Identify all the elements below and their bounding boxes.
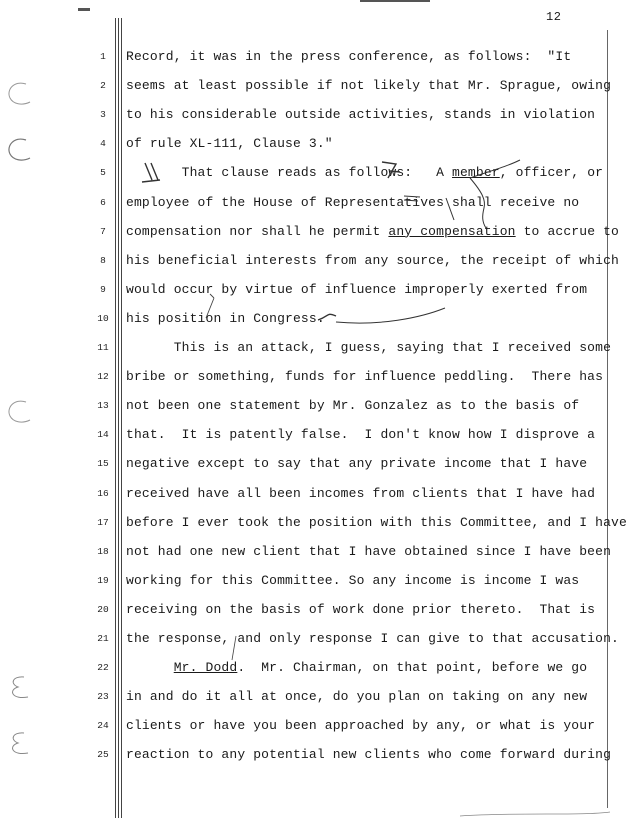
line-number: 5 [100,167,106,179]
text-segment: working for this Committee. So any income is income I was [126,572,580,588]
line-number: 11 [97,342,109,353]
line-text [126,689,587,704]
text-segment: That clause reads as follows: A [126,165,453,181]
text-segment: received have all been incomes from clients that I have had [126,485,596,501]
line-text [126,515,627,530]
transcript-line [0,425,638,451]
transcript-line [0,193,638,219]
text-segment: not been one statement by Mr. Gonzalez as to the basis of [126,398,580,414]
transcript-line [0,309,638,335]
text-segment: that. It is patently false. I don't know how I disprove a [126,427,596,443]
text-segment: in and do it all at once, do you plan on taking on any new [126,689,588,705]
line-text [126,282,587,297]
line-text [126,718,595,733]
line-text [126,136,333,151]
line-number: 19 [97,574,109,586]
text-segment: would occur by virtue of influence improperly exerted from [126,281,588,297]
text-segment: before I ever took the position with this Committee, and I have [126,514,627,530]
line-text [126,165,603,180]
underlined-text: member [452,165,500,181]
transcript-line [0,571,638,597]
text-segment: to accrue to [515,223,620,239]
line-text [126,602,595,617]
transcript-line [0,629,638,655]
line-text [126,107,595,122]
text-segment: Record, it was in the press conference, as follows: "It [126,49,572,64]
text-segment: of rule XL-111, Clause 3." [126,136,333,152]
line-number: 14 [97,429,109,441]
transcript-line [0,105,638,131]
line-text [126,340,611,355]
line-number: 23 [97,691,109,703]
page-number: 12 [546,10,562,24]
line-number: 7 [100,225,106,237]
transcript-line [0,163,638,189]
line-number: 6 [100,196,106,208]
line-text [126,544,611,559]
line-text [126,456,587,471]
text-segment: , officer, or [499,165,604,181]
line-number: 12 [97,371,109,383]
text-segment: compensation nor shall he permit [126,223,389,239]
line-number: 1 [100,51,106,62]
transcript-line [0,222,638,248]
text-segment: negative except to say that any private income that I have [126,456,588,472]
line-text [126,78,611,93]
line-number: 16 [97,487,109,499]
text-segment [126,660,174,675]
text-segment: receiving on the basis of work done prior thereto. That is [126,601,596,617]
text-segment: the response, and only response I can give to that accusation. [126,631,619,646]
line-number: 15 [97,458,109,470]
line-text [126,747,611,762]
transcript-line [0,716,638,742]
line-text [126,253,619,268]
text-segment: . Mr. Chairman, on that point, before we go [237,660,588,676]
text-segment: not had one new client that I have obtained since I have been [126,543,612,559]
line-text [126,398,579,413]
transcript-line [0,484,638,510]
line-number: 25 [97,749,109,761]
text-segment: his beneficial interests from any source, the receipt of which [126,252,619,268]
text-segment: bribe or something, funds for influence peddling. There has [126,369,604,385]
transcript-line [0,251,638,277]
transcript-line [0,542,638,568]
line-number: 9 [100,283,106,295]
line-number: 24 [97,720,109,732]
line-text [126,311,325,326]
transcript-line [0,280,638,306]
text-segment: his position in Congress. [126,310,325,326]
text-segment: reaction to any potential new clients who come forward during [126,747,612,763]
transcript-line [0,338,638,364]
text-segment: employee of the House of Representatives shall receive no [126,194,580,210]
transcript-line [0,454,638,480]
line-number: 17 [97,516,109,528]
line-number: 20 [97,603,109,615]
line-text [126,660,587,675]
line-number: 3 [100,109,106,121]
transcript-line [0,687,638,713]
text-segment: to his considerable outside activities, stands in violation [126,107,596,123]
underlined-text: Mr. Dodd [173,660,238,676]
line-number: 18 [97,545,109,557]
transcript-line [0,513,638,539]
text-segment: clients or have you been approached by any, or what is your [126,718,596,734]
text-segment: seems at least possible if not likely that Mr. Sprague, owing [126,78,612,94]
line-text [126,224,619,239]
line-number: 21 [97,633,109,644]
line-text [126,369,603,384]
text-segment: This is an attack, I guess, saying that I received some [126,340,612,355]
transcript-line [0,76,638,102]
line-number: 8 [100,254,106,266]
top-edge-mark [78,8,90,11]
underlined-text: any compensation [388,223,516,239]
line-text [126,427,595,442]
top-edge-mark [360,0,430,2]
line-text [126,49,571,64]
transcript-line [0,600,638,626]
line-number: 13 [97,400,109,412]
line-text [126,486,595,501]
line-text [126,195,579,210]
line-text [126,631,619,646]
transcript-line [0,745,638,771]
transcript-line [0,367,638,393]
line-number: 10 [97,312,109,324]
transcript-line [0,134,638,160]
transcript-line [0,396,638,422]
line-text [126,573,579,588]
line-number: 2 [100,80,106,92]
line-number: 22 [97,662,109,674]
line-number: 4 [100,138,106,150]
transcript-line [0,47,638,73]
transcript-line [0,658,638,684]
